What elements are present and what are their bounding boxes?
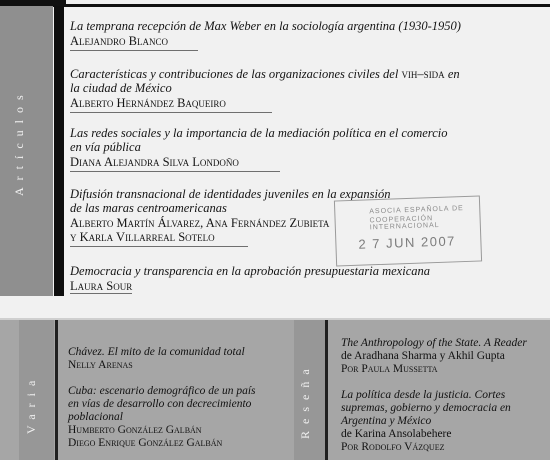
article-title-line2: la ciudad de México [70,81,172,95]
article-author-line2: y Karla Villarreal Sotelo [70,230,215,244]
resena-reviewer: Por Rodolfo Vázquez [341,441,445,453]
resena-title: The Anthropology of the State. A Reader [341,337,527,349]
articulos-rule [54,6,64,296]
article-title: La temprana recepción de Max Weber en la sociología argentina (1930-1950) [70,19,461,33]
article-2[interactable] [70,67,545,110]
author-rule [70,171,280,172]
article-author: Laura Sour [70,279,133,293]
varia-title: Cuba: escenario demográfico de un país [68,385,256,397]
varia-author: Humberto González Galbán [68,424,202,436]
article-title: Difusión transnacional de identidades juveniles en la expansión [70,187,391,201]
author-rule [70,293,132,294]
article-title-line2: en vía pública [70,140,141,154]
article-author: Alberto Hernández Baqueiro [70,96,226,110]
varia-author-line2: Diego Enrique González Galbán [68,437,223,449]
article-title: Características y contribuciones de las organizaciones civiles del vih–sida en [70,67,460,81]
article-title: Las redes sociales y la importancia de la mediación política en el comercio [70,126,448,140]
library-stamp [334,195,482,266]
section-label-varia: Varia [24,373,38,435]
article-5[interactable] [70,264,545,293]
stamp-date: 2 7 JUN 2007 [358,233,457,252]
varia-rule [55,320,58,460]
author-rule [70,246,248,247]
author-rule [70,50,198,51]
article-author: Diana Alejandra Silva Londoño [70,155,239,169]
article-author: Alberto Martín Álvarez, Ana Fernández Zubieta [70,216,330,230]
article-1[interactable] [70,19,545,48]
article-title-line2: de las maras centroamericanas [70,201,227,215]
varia-entry-2[interactable] [68,385,290,450]
varia-title-line3: poblacional [68,411,123,423]
resena-reviewer: Por Paula Mussetta [341,363,438,375]
varia-title-line2: en vías de desarrollo con decrecimiento [68,398,252,410]
varia-author: Nelly Arenas [68,359,133,371]
resena-book-authors: de Karina Ansolabehere [341,428,452,440]
section-label-resena: Reseña [298,362,312,440]
stamp-line-2: COOPERACIÓN INTERNACIONAL [369,215,440,232]
author-rule [70,112,272,113]
resena-rule [325,320,328,460]
article-title: Democracia y transparencia en la aprobación presupuestaria mexicana [70,264,431,278]
top-border-gap [66,0,550,4]
resena-title-line3: Argentina y México [341,415,432,427]
resena-book-authors: de Aradhana Sharma y Akhil Gupta [341,350,505,362]
article-3[interactable] [70,126,545,169]
resena-entry-2[interactable] [341,389,546,454]
article-author: Alejandro Blanco [70,34,168,48]
varia-entry-1[interactable] [68,346,290,372]
stamp-line-1: ASOCIA ESPAÑOLA DE [369,205,464,216]
section-label-articulos: Artículos [12,88,26,196]
varia-title: Chávez. El mito de la comunidad total [68,346,245,358]
resena-entry-1[interactable] [341,337,546,376]
resena-title-line2: supremas, gobierno y democracia en [341,402,511,414]
resena-title: La política desde la justicia. Cortes [341,389,506,401]
